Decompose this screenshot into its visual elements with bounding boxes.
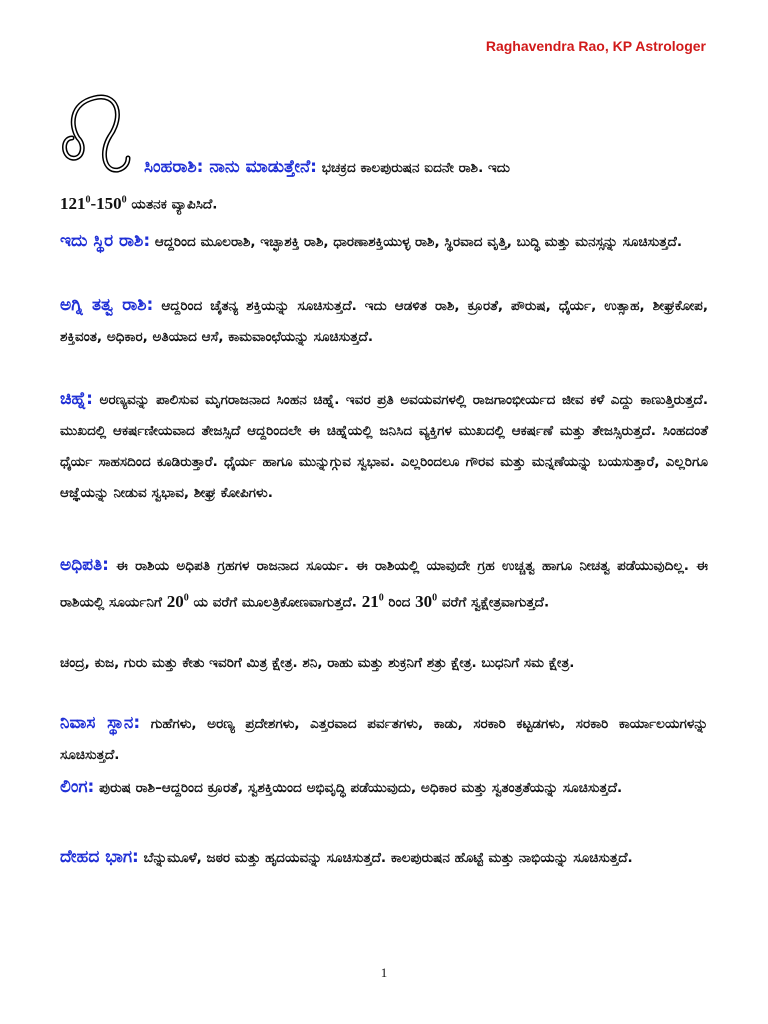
page-number: 1 [380, 965, 388, 980]
leo-zodiac-icon [60, 86, 140, 180]
text-adhipati-a: ಈ ರಾಶಿಯ ಅಧಿಪತಿ ಗ್ರಹಗಳ ರಾಜನಾದ ಸೂರ್ಯ. ಈ ರಾಶಿಯಲ್ಲಿ ಯಾವುದೇ ಗ್ರಹ ಉಚ್ಚತ್ವ ಹಾಗೂ ನೀಚತ್ವ ಪಡೆಯುವುದಿಲ್ಲ. ಈ ರಾಶಿಯಲ್ಲಿ ಸೂರ್ಯನಿಗೆ [60, 558, 708, 611]
section-simha [144, 152, 708, 184]
section-adhipati [60, 550, 708, 619]
heading-agni: ಅಗ್ನಿ ತತ್ವ ರಾಶಿ: [60, 295, 154, 315]
section-dehada [60, 842, 708, 874]
section-chihne [60, 384, 708, 509]
text-adhipati-b: ಯ ವರೆಗೆ ಮೂಲತ್ರಿಕೋಣವಾಗುತ್ತದೆ. [193, 594, 357, 611]
text-linga: ಪುರುಷ ರಾಶಿ–ಆದ್ದರಿಂದ ಕ್ರೂರತೆ, ಸ್ವಶಕ್ತಿಯಿಂದ ಅಭಿವೃದ್ಧಿ ಪಡೆಯುವುದು, ಅಧಿಕಾರ ಮತ್ತು ಸ್ವತಂತ್ರತೆಯನ್ನು ಸೂಚಿಸುತ್ತದೆ. [99, 780, 623, 796]
text-chihne: ಅರಣ್ಯವನ್ನು ಪಾಲಿಸುವ ಮೃಗರಾಜನಾದ ಸಿಂಹನ ಚಿಹ್ನೆ. ಇವರ ಪ್ರತಿ ಅವಯವಗಳಲ್ಲಿ ರಾಜಗಾಂಭೀರ್ಯದ ಜೀವ ಕಳೆ ಎದ್ದು ಕಾಣುತ್ತಿರುತ್ತದೆ. ಮುಖದಲ್ಲಿ ಆಕರ್ಷಣೀಯವಾದ ತೇಜಸ್ಸಿದೆ ಆದ್ದರಿಂದಲೇ ಈ ಚಿಹ್ನೆಯಲ್ಲಿ ಜನಿಸಿದ ವ್ಯಕ್ತಿಗಳ ಮುಖದಲ್ಲಿ ಆಕರ್ಷಣೆ ಮತ್ತು ತೇಜಸ್ಸಿರುತ್ತದೆ. ಸಿಂಹದಂತೆ ಧೈರ್ಯ ಸಾಹಸದಿಂದ ಕೂಡಿರುತ್ತಾರೆ. ಧೈರ್ಯ ಹಾಗೂ ಮುನ್ನುಗ್ಗುವ ಸ್ವಭಾವ. ಎಲ್ಲರಿಂದಲೂ ಗೌರವ ಮತ್ತು ಮನ್ನಣೆಯನ್ನು ಬಯಸುತ್ತಾರೆ, ಎಲ್ಲರಿಗೂ ಆಜ್ಞೆಯನ್ನು ನೀಡುವ ಸ್ವಭಾವ, ಶೀಘ್ರ ಕೋಪಿಗಳು. [60, 392, 708, 501]
section-nivasa [60, 708, 708, 771]
text-nivasa: ಗುಹೆಗಳು, ಅರಣ್ಯ ಪ್ರದೇಶಗಳು, ಎತ್ತರವಾದ ಪರ್ವತಗಳು, ಕಾಡು, ಸರಕಾರಿ ಕಟ್ಟಡಗಳು, ಸರಕಾರಿ ಕಾರ್ಯಾಲಯಗಳನ್ನು ಸೂಚಿಸುತ್ತದೆ. [60, 716, 708, 763]
text-dehada: ಬೆನ್ನುಮೂಳೆ, ಜಠರ ಮತ್ತು ಹೃದಯವನ್ನು ಸೂಚಿಸುತ್ತದೆ. ಕಾಲಪುರುಷನ ಹೊಟ್ಟೆ ಮತ್ತು ನಾಭಿಯನ್ನು ಸೂಚಿಸುತ್ತದೆ. [143, 850, 633, 866]
text-simha-b: ಯತನಕ ವ್ಯಾಪಿಸಿದೆ. [131, 196, 218, 213]
heading-nivasa: ನಿವಾಸ ಸ್ಥಾನ: [60, 713, 141, 733]
heading-dehada: ದೇಹದ ಭಾಗ: [60, 847, 139, 867]
text-adhipati-d: ವರೆಗೆ ಸ್ವಕ್ಷೇತ್ರವಾಗುತ್ತದೆ. [441, 594, 550, 611]
text-adhipati-2: ಚಂದ್ರ, ಕುಜ, ಗುರು ಮತ್ತು ಕೇತು ಇವರಿಗೆ ಮಿತ್ರ ಕ್ಷೇತ್ರ. ಶನಿ, ರಾಹು ಮತ್ತು ಶುಕ್ರನಿಗೆ ಶತ್ರು ಕ್ಷೇತ್ರ. ಬುಧನಿಗೆ ಸಮ ಕ್ಷೇತ್ರ. [60, 655, 575, 671]
section-linga [60, 772, 708, 804]
heading-simha: ಸಿಂಹರಾಶಿ: ನಾನು ಮಾಡುತ್ತೇನೆ: [144, 157, 317, 177]
section-simha-cont [60, 184, 708, 221]
text-simha-a: ಭಚಕ್ರದ ಕಾಲಪುರುಷನ ಐದನೇ ರಾಶಿ. ಇದು [321, 160, 510, 176]
text-agni: ಆದ್ದರಿಂದ ಚೈತನ್ಯ ಶಕ್ತಿಯನ್ನು ಸೂಚಿಸುತ್ತದೆ. ಇದು ಆಡಳಿತ ರಾಶಿ, ಕ್ರೂರತೆ, ಪೌರುಷ, ಧೈರ್ಯ, ಉತ್ಸಾಹ, ಶೀಘ್ರಕೋಪ, ಶಕ್ತಿವಂತ, ಅಧಿಕಾರ, ಅತಿಯಾದ ಆಸೆ, ಕಾಮವಾಂಛೆಯನ್ನು ಸೂಚಿಸುತ್ತದೆ. [60, 298, 708, 345]
section-sthira [60, 226, 708, 258]
author-header: Raghavendra Rao, KP Astrologer [485, 38, 706, 54]
degree-20: $20^0$ [166, 591, 189, 611]
heading-linga: ಲಿಂಗ: [60, 777, 95, 797]
heading-adhipati: ಅಧಿಪತಿ: [60, 555, 109, 575]
text-adhipati-c: ರಿಂದ [388, 594, 411, 611]
text-sthira: ಆದ್ದರಿಂದ ಮೂಲರಾಶಿ, ಇಚ್ಛಾಶಕ್ತಿ ರಾಶಿ, ಧಾರಣಾಶಕ್ತಿಯುಳ್ಳ ರಾಶಿ, ಸ್ಥಿರವಾದ ವೃತ್ತಿ, ಬುದ್ಧಿ ಮತ್ತು ಮನಸ್ಸನ್ನು ಸೂಚಿಸುತ್ತದೆ. [154, 234, 683, 250]
section-agni [60, 290, 708, 353]
degree-21: $21^0$ [361, 591, 384, 611]
degree-30: $30^0$ [415, 591, 438, 611]
heading-chihne: ಚಿಹ್ನೆ: [60, 389, 93, 409]
section-adhipati-relations [60, 648, 708, 679]
degree-121: $121^0-150^0$ [60, 193, 127, 213]
heading-sthira: ಇದು ಸ್ಥಿರ ರಾಶಿ: [60, 231, 151, 251]
